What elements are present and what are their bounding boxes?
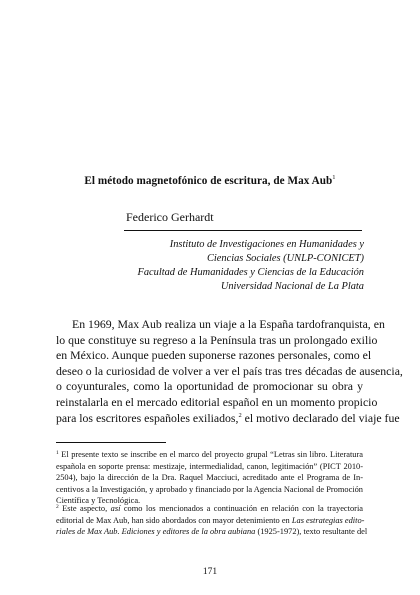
body-line: o coyunturales, como la oportunidad de promocionar su obra y: [56, 379, 363, 394]
footnote-text: como los mencionados a continuación en relación con la trayectoria: [120, 504, 363, 513]
footnote-mark: 1: [56, 450, 59, 456]
article-title-text: El método magnetofónico de escritura, de Max Aub: [84, 175, 333, 187]
footnote-ref-2[interactable]: 2: [238, 411, 242, 419]
footnote-text: (1925-1972), texto resultante del: [255, 527, 368, 537]
footnote-line: [56, 449, 363, 461]
footnote-text-italic: riales de Max Aub. Ediciones y editores de la obra aubiana: [56, 527, 256, 537]
author-affiliation: [104, 238, 364, 294]
footnote-text-italic: así: [110, 504, 121, 513]
affiliation-line: Universidad Nacional de La Plata: [220, 281, 364, 292]
footnote-2: [56, 503, 368, 538]
body-line: [56, 410, 400, 427]
footnote-line: [56, 503, 363, 515]
footnote-text: editorial de Max Aub, han sido abordados con mayor detenimiento en: [56, 515, 292, 525]
article-title: [0, 174, 420, 187]
footnote-line: 2504), bajo la dirección de la Dra. Raquel Macciuci, acreditado ante el Programa de In-: [56, 473, 363, 483]
affiliation-line: Instituto de Investigaciones en Humanidades y: [169, 239, 364, 250]
footnote-text: El presente texto se inscribe en el marco del proyecto grupal “Letras sin libro. Literatura: [58, 450, 363, 459]
footnote-1: [56, 449, 363, 507]
footnote-text-italic: Las estrategias edito-: [291, 515, 365, 525]
body-line: en México. Aunque pueden suponerse razones personales, como el: [56, 348, 372, 363]
footnote-line: Científica y Tecnológica.: [56, 496, 141, 506]
author-divider: [124, 230, 362, 231]
body-paragraph: [56, 317, 403, 426]
page-number: 171: [202, 567, 218, 577]
footnote-text: Este aspecto,: [58, 504, 111, 513]
footnote-line: centivos a la Investigación, y aprobado y financiado por la Agencia Nacional de Promoción: [56, 484, 363, 494]
footnote-line: española en soporte prensa: mestizaje, intermedialidad, canon, legitimación” (PICT 2010-: [56, 461, 363, 471]
body-line: reinstalarla en el mercado editorial español en un momento propicio: [56, 394, 378, 409]
body-text: el motivo declarado del viaje fue: [241, 410, 400, 425]
body-line: En 1969, Max Aub realiza un viaje a la España tardofranquista, en: [72, 317, 385, 331]
footnote-line: [56, 515, 363, 527]
footnote-mark: 2: [56, 504, 59, 510]
footnote-ref-1[interactable]: 1: [332, 174, 336, 181]
author-name: Federico Gerhardt: [126, 210, 214, 224]
body-line: deseo o la curiosidad de volver a ver el país tras tres décadas de ausencia,: [56, 363, 403, 378]
body-line: lo que constituye su regreso a la Península tras un prolongado exilio: [56, 332, 378, 347]
footnote-divider: [56, 442, 166, 443]
footnote-line: [56, 526, 368, 538]
body-text: para los escritores españoles exiliados,: [56, 410, 239, 425]
affiliation-line: Facultad de Humanidades y Ciencias de la Educación: [137, 267, 364, 278]
affiliation-line: Ciencias Sociales (UNLP-CONICET): [206, 253, 364, 264]
